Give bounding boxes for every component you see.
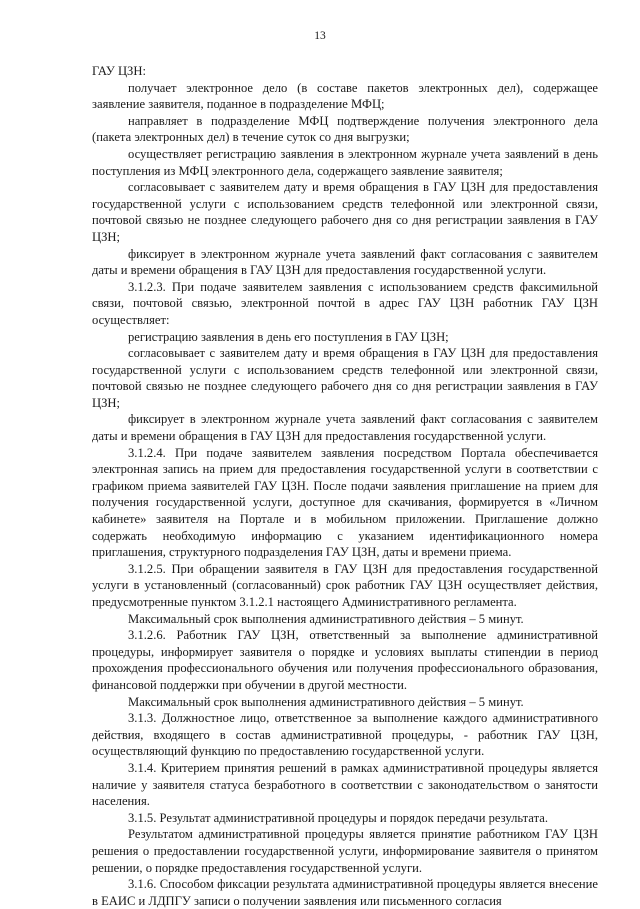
paragraph: 3.1.4. Критерием принятия решений в рамках административной процедуры является наличие у заявителя статуса безработного в соответствии с законодательством о занятости населения.: [92, 760, 598, 809]
paragraph: 3.1.2.3. При подаче заявителем заявления с использованием средств факсимильной связи, почтовой связью, электронной почтой в адрес ГАУ ЦЗН работник ГАУ ЦЗН осуществляет:: [92, 279, 598, 327]
page-number: 13: [314, 30, 326, 42]
paragraph: 3.1.3. Должностное лицо, ответственное за выполнение каждого административного действия, входящего в состав административной процедуры, - работник ГАУ ЦЗН, осуществляющий функцию по предоставлению государственной услуги.: [92, 711, 598, 759]
paragraph: осуществляет регистрацию заявления в электронном журнале учета заявлений в день поступления из МФЦ электронного дела, содержащего заявление заявителя;: [92, 146, 598, 178]
paragraph: Максимальный срок выполнения административного действия – 5 минут.: [128, 611, 524, 626]
paragraph: согласовывает с заявителем дату и время обращения в ГАУ ЦЗН для предоставления государственной услуги с использованием средств телефонной или электронной связи, почтовой связью не позднее следующего рабочего дня со дня регистрации заявления в ГАУ ЦЗН;: [92, 346, 598, 410]
paragraph: 3.1.5. Результат административной процедуры и порядок передачи результата.: [128, 810, 548, 825]
paragraph: получает электронное дело (в составе пакетов электронных дел), содержащее заявление заявителя, поданное в подразделение МФЦ;: [92, 80, 598, 112]
paragraph: Результатом административной процедуры является принятие работником ГАУ ЦЗН решения о предоставлении государственной услуги, информирование заявителя о принятом решении, о порядке предоставления государственной услуги.: [92, 827, 598, 875]
paragraph: направляет в подразделение МФЦ подтверждение получения электронного дела (пакета электронных дел) в течение суток со дня выгрузки;: [92, 113, 598, 145]
paragraph: ГАУ ЦЗН:: [92, 64, 146, 78]
paragraph: регистрацию заявления в день его поступления в ГАУ ЦЗН;: [128, 329, 449, 344]
paragraph: 3.1.2.5. При обращении заявителя в ГАУ ЦЗН для предоставления государственной услуги в установленный (согласованный) срок работник ГАУ ЦЗН осуществляет действия, предусмотренные пунктом 3.1.2.1 настоящего Административного регламента.: [92, 561, 598, 609]
page-body: [92, 63, 598, 909]
paragraph: согласовывает с заявителем дату и время обращения в ГАУ ЦЗН для предоставления государственной услуги с использованием средств телефонной или электронной связи, почтовой связью не позднее следующего рабочего дня со дня регистрации заявления в ГАУ ЦЗН;: [92, 180, 598, 244]
paragraph: Максимальный срок выполнения административного действия – 5 минут.: [128, 694, 524, 709]
paragraph: 3.1.2.6. Работник ГАУ ЦЗН, ответственный за выполнение административной процедуры, информирует заявителя о порядке и условиях выплаты стипендии в период прохождения профессионального обучения или получения профессионального образования, финансовой поддержки при обучении в другой местности.: [92, 628, 598, 692]
paragraph: 3.1.2.4. При подаче заявителем заявления посредством Портала обеспечивается электронная запись на прием для предоставления государственной услуги в соответствии с графиком приема заявителей ГАУ ЦЗН. После подачи заявления приглашение на прием для получения государственной услуги, доступное для скачивания, формируется в «Личном кабинете» заявителя на Портале и в мобильном приложении. Приглашение должно содержать необходимую информацию с указанием идентификационного номера приглашения, структурного подразделения ГАУ ЦЗН, даты и времени приема.: [92, 445, 598, 560]
paragraph: фиксирует в электронном журнале учета заявлений факт согласования с заявителем даты и времени обращения в ГАУ ЦЗН для предоставления государственной услуги.: [92, 412, 598, 444]
paragraph: фиксирует в электронном журнале учета заявлений факт согласования с заявителем даты и времени обращения в ГАУ ЦЗН для предоставления государственной услуги.: [92, 246, 598, 278]
paragraph: 3.1.6. Способом фиксации результата административной процедуры является внесение в ЕАИС и ЛДПГУ записи о получении заявления или письменного согласия: [92, 877, 598, 908]
